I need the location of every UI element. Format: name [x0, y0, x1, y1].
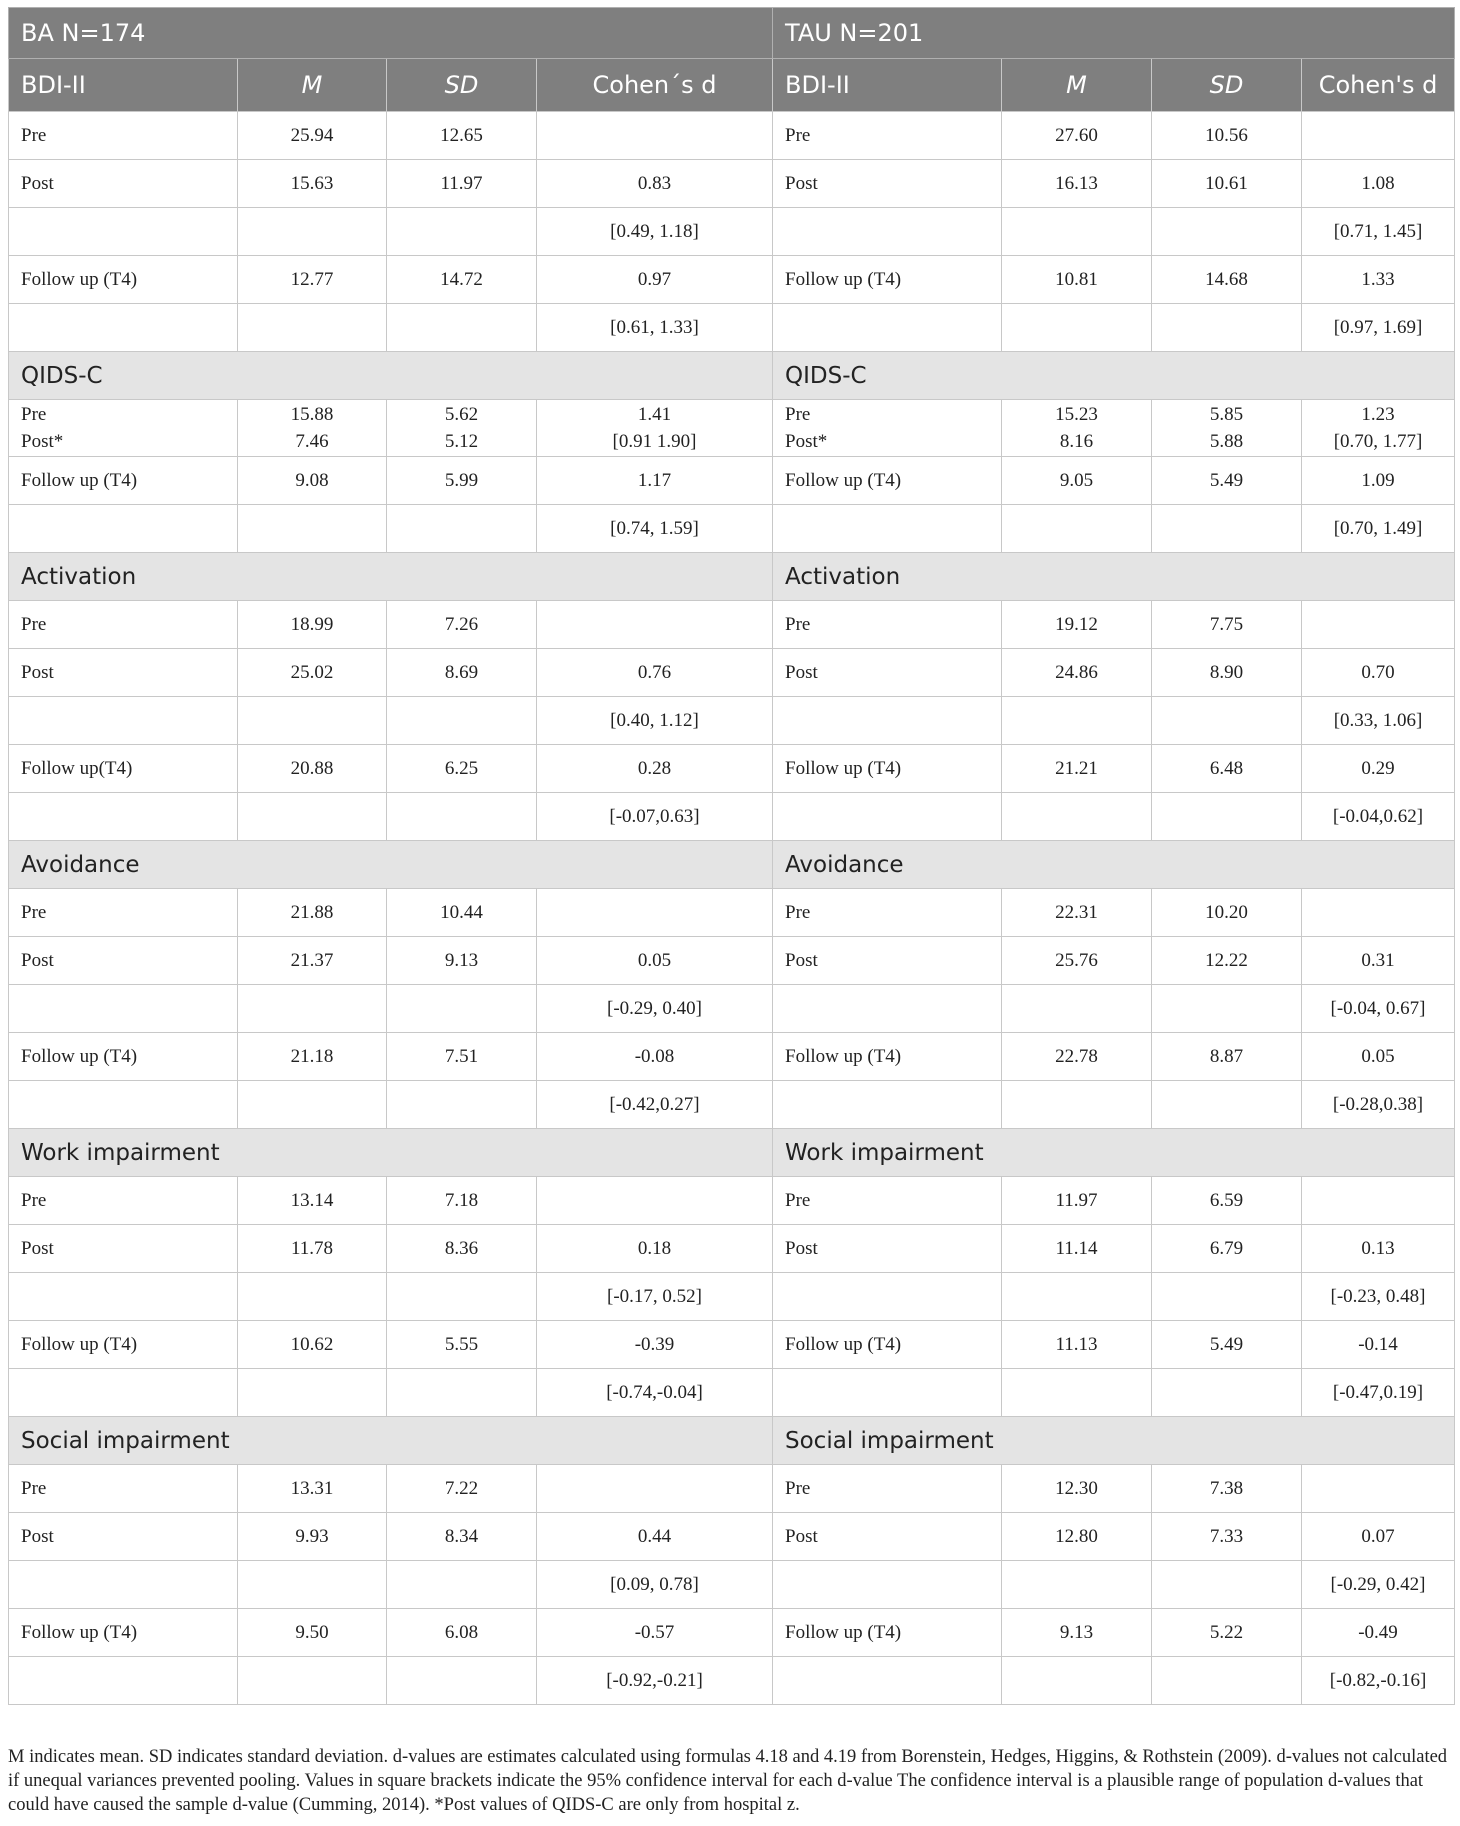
ba-label-cell: Follow up (T4) — [9, 1609, 238, 1657]
table-row — [9, 112, 1455, 160]
tau-sd-cell — [1152, 1657, 1302, 1705]
ba-mean-cell — [238, 1561, 387, 1609]
tau-sd-cell: 12.22 — [1152, 937, 1302, 985]
ba-mean-cell — [238, 793, 387, 841]
ba-label-cell: Follow up (T4) — [9, 1033, 238, 1081]
ba-cohens-d-cell: [0.40, 1.12] — [537, 697, 773, 745]
tau-sd-cell: 10.20 — [1152, 889, 1302, 937]
tau-mean-cell: 19.12 — [1002, 601, 1152, 649]
ba-sd-cell — [387, 1081, 537, 1129]
tau-label-cell: Post — [773, 649, 1002, 697]
tau-mean-cell — [1002, 697, 1152, 745]
tau-mean-cell — [1002, 505, 1152, 553]
tau-cohens-d-cell: [-0.29, 0.42] — [1302, 1561, 1455, 1609]
ba-label-cell: Pre — [9, 1465, 238, 1513]
tau-label-cell — [773, 1273, 1002, 1321]
ba-sd-cell: 11.97 — [387, 160, 537, 208]
tau-section-title: Activation — [773, 553, 1455, 601]
ba-label-cell — [9, 304, 238, 352]
section-header-row — [9, 352, 1455, 400]
ba-sd-cell: 14.72 — [387, 256, 537, 304]
ba-mean-cell: 21.37 — [238, 937, 387, 985]
ba-measure-header: BDI-II — [9, 59, 238, 112]
tau-cohens-d-line: [0.70, 1.77] — [1333, 431, 1423, 452]
tau-measure-header: BDI-II — [773, 59, 1002, 112]
tau-sd-line: 5.88 — [1209, 431, 1244, 452]
tau-mean-cell: 25.76 — [1002, 937, 1152, 985]
ba-label-cell: Follow up (T4) — [9, 256, 238, 304]
tau-cohens-d-cell: -0.14 — [1302, 1321, 1455, 1369]
ba-label-cell — [9, 1081, 238, 1129]
table-row — [9, 1657, 1455, 1705]
ba-mean-cell: 11.78 — [238, 1225, 387, 1273]
tau-sd-cell — [1152, 208, 1302, 256]
ba-cohens-d-line: 1.41 — [637, 404, 672, 425]
table-row — [9, 1465, 1455, 1513]
tau-cohens-d-header: Cohen's d — [1302, 59, 1455, 112]
tau-label-cell: Follow up (T4) — [773, 457, 1002, 505]
ba-label-cell — [9, 1369, 238, 1417]
ba-cohens-d-cell: 1.17 — [537, 457, 773, 505]
ba-cohens-d-cell: [-0.17, 0.52] — [537, 1273, 773, 1321]
tau-mean-cell — [1002, 1273, 1152, 1321]
ba-sd-cell: 7.26 — [387, 601, 537, 649]
ba-cohens-d-header: Cohen´s d — [537, 59, 773, 112]
tau-section-title: Social impairment — [773, 1417, 1455, 1465]
tau-sd-cell: 5.49 — [1152, 1321, 1302, 1369]
ba-label-cell — [9, 985, 238, 1033]
tau-sd-cell — [1152, 1561, 1302, 1609]
group-tau-header: TAU N=201 — [773, 8, 1455, 59]
ba-mean-cell: 18.99 — [238, 601, 387, 649]
table-row — [9, 208, 1455, 256]
ba-label-cell — [9, 1657, 238, 1705]
ba-sd-cell: 10.44 — [387, 889, 537, 937]
tau-sd-cell — [1152, 505, 1302, 553]
tau-mean-cell — [1002, 985, 1152, 1033]
tau-label-cell: Follow up (T4) — [773, 1321, 1002, 1369]
ba-mean-cell — [238, 1657, 387, 1705]
tau-cohens-d-cell: [0.97, 1.69] — [1302, 304, 1455, 352]
tau-sd-cell: 6.59 — [1152, 1177, 1302, 1225]
tau-mean-cell: 11.97 — [1002, 1177, 1152, 1225]
tau-mean-cell: 27.60 — [1002, 112, 1152, 160]
ba-mean-line: 15.88 — [290, 404, 334, 425]
tau-cohens-d-cell — [1302, 400, 1455, 457]
ba-cohens-d-cell — [537, 889, 773, 937]
tau-label-cell: Post — [773, 1513, 1002, 1561]
tau-sd-cell: 5.49 — [1152, 457, 1302, 505]
tau-label-cell: Follow up (T4) — [773, 745, 1002, 793]
tau-label-cell: Follow up (T4) — [773, 1033, 1002, 1081]
tau-cohens-d-cell: 1.33 — [1302, 256, 1455, 304]
tau-cohens-d-cell: 1.08 — [1302, 160, 1455, 208]
tau-sd-cell: 14.68 — [1152, 256, 1302, 304]
tau-mean-cell: 11.14 — [1002, 1225, 1152, 1273]
ba-sd-cell: 7.18 — [387, 1177, 537, 1225]
ba-cohens-d-cell: 0.83 — [537, 160, 773, 208]
ba-mean-cell: 13.14 — [238, 1177, 387, 1225]
tau-sd-cell — [1152, 1081, 1302, 1129]
tau-mean-cell — [1002, 1369, 1152, 1417]
tau-cohens-d-cell: 0.13 — [1302, 1225, 1455, 1273]
ba-cohens-d-cell: [-0.07,0.63] — [537, 793, 773, 841]
tau-sd-cell — [1152, 793, 1302, 841]
tau-label-cell — [773, 304, 1002, 352]
tau-mean-cell — [1002, 304, 1152, 352]
ba-mean-cell: 20.88 — [238, 745, 387, 793]
tau-mean-line: 8.16 — [1059, 431, 1094, 452]
tau-sd-cell: 8.87 — [1152, 1033, 1302, 1081]
tau-mean-cell — [1002, 1081, 1152, 1129]
ba-label-cell: Post — [9, 160, 238, 208]
table-row — [9, 1609, 1455, 1657]
tau-label-line: Pre — [785, 404, 811, 425]
ba-label-cell: Pre — [9, 112, 238, 160]
tau-cohens-d-cell: 1.09 — [1302, 457, 1455, 505]
table-row — [9, 1081, 1455, 1129]
tau-cohens-d-cell: [-0.23, 0.48] — [1302, 1273, 1455, 1321]
table-row — [9, 1369, 1455, 1417]
tau-mean-cell: 10.81 — [1002, 256, 1152, 304]
ba-mean-cell — [238, 208, 387, 256]
ba-sd-cell: 8.69 — [387, 649, 537, 697]
tau-label-cell — [773, 793, 1002, 841]
ba-mean-cell: 12.77 — [238, 256, 387, 304]
ba-section-title: Avoidance — [9, 841, 773, 889]
ba-cohens-d-cell — [537, 112, 773, 160]
ba-sd-cell — [387, 505, 537, 553]
tau-label-cell: Pre — [773, 1465, 1002, 1513]
ba-sd-line: 5.62 — [444, 404, 479, 425]
ba-cohens-d-cell: [0.61, 1.33] — [537, 304, 773, 352]
table-row — [9, 256, 1455, 304]
table-row — [9, 1561, 1455, 1609]
tau-cohens-d-cell: [-0.47,0.19] — [1302, 1369, 1455, 1417]
ba-label-cell: Follow up (T4) — [9, 457, 238, 505]
ba-sd-header: SD — [387, 59, 537, 112]
ba-mean-line: 7.46 — [295, 431, 329, 452]
ba-cohens-d-line: [0.91 1.90] — [612, 431, 697, 452]
tau-label-cell — [773, 1081, 1002, 1129]
ba-sd-cell — [387, 208, 537, 256]
tau-label-cell: Pre — [773, 112, 1002, 160]
ba-label-cell: Pre — [9, 601, 238, 649]
ba-label-cell — [9, 208, 238, 256]
ba-cohens-d-cell: 0.05 — [537, 937, 773, 985]
tau-cohens-d-cell: [-0.04, 0.67] — [1302, 985, 1455, 1033]
group-ba-header: BA N=174 — [9, 8, 773, 59]
tau-section-title: Avoidance — [773, 841, 1455, 889]
ba-sd-cell — [387, 697, 537, 745]
ba-mean-cell: 10.62 — [238, 1321, 387, 1369]
tau-mean-cell — [1002, 1561, 1152, 1609]
tau-sd-cell: 6.48 — [1152, 745, 1302, 793]
results-table — [8, 7, 1455, 1705]
tau-label-cell: Post — [773, 1225, 1002, 1273]
tau-mean-cell — [1002, 400, 1152, 457]
tau-label-cell — [773, 985, 1002, 1033]
ba-sd-cell — [387, 1273, 537, 1321]
tau-sd-cell: 10.56 — [1152, 112, 1302, 160]
table-row — [9, 985, 1455, 1033]
table-row — [9, 505, 1455, 553]
ba-sd-cell: 9.13 — [387, 937, 537, 985]
tau-cohens-d-cell: [0.71, 1.45] — [1302, 208, 1455, 256]
table-row — [9, 649, 1455, 697]
tau-section-title: Work impairment — [773, 1129, 1455, 1177]
tau-cohens-d-cell — [1302, 1465, 1455, 1513]
table-row — [9, 889, 1455, 937]
table-row — [9, 400, 1455, 457]
ba-label-line: Post* — [21, 431, 64, 452]
ba-label-cell: Pre — [9, 1177, 238, 1225]
ba-cohens-d-cell: -0.39 — [537, 1321, 773, 1369]
tau-label-cell: Pre — [773, 889, 1002, 937]
tau-cohens-d-cell — [1302, 601, 1455, 649]
ba-sd-cell — [387, 793, 537, 841]
ba-cohens-d-cell: [0.49, 1.18] — [537, 208, 773, 256]
ba-sd-cell — [387, 985, 537, 1033]
tau-section-title: QIDS-C — [773, 352, 1455, 400]
tau-sd-cell: 7.33 — [1152, 1513, 1302, 1561]
tau-sd-header: SD — [1152, 59, 1302, 112]
tau-label-cell — [773, 400, 1002, 457]
tau-cohens-d-cell: 0.31 — [1302, 937, 1455, 985]
ba-label-cell: Follow up(T4) — [9, 745, 238, 793]
ba-label-cell: Post — [9, 1513, 238, 1561]
ba-label-cell — [9, 1561, 238, 1609]
ba-sd-cell: 8.36 — [387, 1225, 537, 1273]
tau-label-cell: Pre — [773, 601, 1002, 649]
tau-mean-cell: 9.13 — [1002, 1609, 1152, 1657]
tau-sd-cell: 8.90 — [1152, 649, 1302, 697]
tau-sd-cell: 10.61 — [1152, 160, 1302, 208]
tau-sd-cell: 6.79 — [1152, 1225, 1302, 1273]
tau-cohens-d-line: 1.23 — [1361, 404, 1395, 425]
tau-cohens-d-cell: 0.70 — [1302, 649, 1455, 697]
ba-cohens-d-cell: -0.08 — [537, 1033, 773, 1081]
ba-mean-cell: 9.50 — [238, 1609, 387, 1657]
tau-mean-cell: 9.05 — [1002, 457, 1152, 505]
tau-label-cell: Post — [773, 160, 1002, 208]
table-row — [9, 1273, 1455, 1321]
ba-cohens-d-cell: [-0.74,-0.04] — [537, 1369, 773, 1417]
tau-label-cell — [773, 697, 1002, 745]
tau-mean-header: M — [1002, 59, 1152, 112]
table-row — [9, 1033, 1455, 1081]
ba-mean-cell: 21.88 — [238, 889, 387, 937]
ba-label-line: Pre — [21, 404, 47, 425]
table-row — [9, 304, 1455, 352]
tau-label-line: Post* — [785, 431, 828, 452]
ba-mean-cell: 21.18 — [238, 1033, 387, 1081]
results-table-container — [8, 7, 1454, 1705]
tau-cohens-d-cell: [-0.28,0.38] — [1302, 1081, 1455, 1129]
tau-cohens-d-cell — [1302, 1177, 1455, 1225]
tau-mean-cell: 21.21 — [1002, 745, 1152, 793]
tau-mean-cell: 22.78 — [1002, 1033, 1152, 1081]
tau-cohens-d-cell: [0.33, 1.06] — [1302, 697, 1455, 745]
column-header-row — [9, 59, 1455, 112]
ba-sd-cell — [387, 1369, 537, 1417]
ba-cohens-d-cell: [-0.29, 0.40] — [537, 985, 773, 1033]
tau-sd-cell — [1152, 304, 1302, 352]
tau-sd-cell — [1152, 697, 1302, 745]
ba-label-cell — [9, 793, 238, 841]
ba-sd-cell — [387, 400, 537, 457]
tau-label-cell: Pre — [773, 1177, 1002, 1225]
tau-sd-line: 5.85 — [1209, 404, 1244, 425]
table-row — [9, 793, 1455, 841]
ba-cohens-d-cell: 0.44 — [537, 1513, 773, 1561]
table-row — [9, 937, 1455, 985]
ba-sd-cell — [387, 1561, 537, 1609]
ba-sd-cell: 7.22 — [387, 1465, 537, 1513]
tau-label-cell — [773, 1369, 1002, 1417]
tau-mean-line: 15.23 — [1055, 404, 1098, 425]
ba-mean-cell — [238, 1369, 387, 1417]
ba-cohens-d-cell: 0.76 — [537, 649, 773, 697]
section-header-row — [9, 1417, 1455, 1465]
tau-cohens-d-cell: 0.29 — [1302, 745, 1455, 793]
ba-label-cell: Follow up (T4) — [9, 1321, 238, 1369]
ba-cohens-d-cell — [537, 400, 773, 457]
tau-cohens-d-cell — [1302, 112, 1455, 160]
ba-sd-cell: 12.65 — [387, 112, 537, 160]
ba-mean-cell — [238, 400, 387, 457]
table-row — [9, 1225, 1455, 1273]
table-row — [9, 601, 1455, 649]
ba-cohens-d-cell: [0.74, 1.59] — [537, 505, 773, 553]
tau-label-cell: Follow up (T4) — [773, 256, 1002, 304]
ba-label-cell — [9, 400, 238, 457]
tau-mean-cell — [1002, 793, 1152, 841]
ba-cohens-d-cell: 0.97 — [537, 256, 773, 304]
tau-mean-cell: 12.80 — [1002, 1513, 1152, 1561]
ba-section-title: Work impairment — [9, 1129, 773, 1177]
tau-cohens-d-cell: -0.49 — [1302, 1609, 1455, 1657]
tau-sd-cell: 7.38 — [1152, 1465, 1302, 1513]
table-row — [9, 1321, 1455, 1369]
ba-sd-line: 5.12 — [444, 431, 479, 452]
table-row — [9, 745, 1455, 793]
tau-mean-cell — [1002, 1657, 1152, 1705]
ba-label-cell: Post — [9, 649, 238, 697]
section-header-row — [9, 841, 1455, 889]
ba-mean-cell: 25.02 — [238, 649, 387, 697]
ba-mean-cell: 13.31 — [238, 1465, 387, 1513]
tau-sd-cell — [1152, 1273, 1302, 1321]
tau-mean-cell: 12.30 — [1002, 1465, 1152, 1513]
tau-mean-cell: 24.86 — [1002, 649, 1152, 697]
tau-cohens-d-cell — [1302, 889, 1455, 937]
tau-sd-cell: 5.22 — [1152, 1609, 1302, 1657]
ba-mean-cell — [238, 1273, 387, 1321]
ba-label-cell: Pre — [9, 889, 238, 937]
table-row — [9, 1177, 1455, 1225]
ba-mean-cell: 9.93 — [238, 1513, 387, 1561]
ba-sd-cell: 8.34 — [387, 1513, 537, 1561]
group-header-row — [9, 8, 1455, 59]
ba-mean-cell: 25.94 — [238, 112, 387, 160]
ba-section-title: Social impairment — [9, 1417, 773, 1465]
table-row — [9, 697, 1455, 745]
ba-mean-cell — [238, 985, 387, 1033]
tau-label-cell — [773, 505, 1002, 553]
ba-cohens-d-cell — [537, 1465, 773, 1513]
ba-cohens-d-cell: [-0.92,-0.21] — [537, 1657, 773, 1705]
table-row — [9, 457, 1455, 505]
ba-cohens-d-cell: [-0.42,0.27] — [537, 1081, 773, 1129]
ba-cohens-d-cell: 0.28 — [537, 745, 773, 793]
tau-mean-cell — [1002, 208, 1152, 256]
ba-label-cell: Post — [9, 1225, 238, 1273]
tau-mean-cell: 11.13 — [1002, 1321, 1152, 1369]
tau-label-cell: Follow up (T4) — [773, 1609, 1002, 1657]
ba-cohens-d-cell — [537, 1177, 773, 1225]
ba-cohens-d-cell: -0.57 — [537, 1609, 773, 1657]
ba-sd-cell: 6.25 — [387, 745, 537, 793]
tau-label-cell — [773, 208, 1002, 256]
ba-mean-cell: 9.08 — [238, 457, 387, 505]
tau-cohens-d-cell: [-0.04,0.62] — [1302, 793, 1455, 841]
section-header-row — [9, 553, 1455, 601]
ba-label-cell — [9, 697, 238, 745]
ba-mean-cell — [238, 505, 387, 553]
tau-label-cell: Post — [773, 937, 1002, 985]
ba-sd-cell — [387, 1657, 537, 1705]
ba-cohens-d-cell: [0.09, 0.78] — [537, 1561, 773, 1609]
section-header-row — [9, 1129, 1455, 1177]
tau-sd-cell — [1152, 985, 1302, 1033]
ba-mean-cell: 15.63 — [238, 160, 387, 208]
ba-label-cell — [9, 1273, 238, 1321]
ba-label-cell — [9, 505, 238, 553]
ba-sd-cell: 5.99 — [387, 457, 537, 505]
tau-mean-cell: 16.13 — [1002, 160, 1152, 208]
tau-label-cell — [773, 1657, 1002, 1705]
ba-cohens-d-cell — [537, 601, 773, 649]
ba-label-cell: Post — [9, 937, 238, 985]
tau-label-cell — [773, 1561, 1002, 1609]
ba-mean-cell — [238, 304, 387, 352]
table-footnote: M indicates mean. SD indicates standard deviation. d-values are estimates calculated using formulas 4.18 and 4.19 from Borenstein, Hedges, Higgins, & Rothstein (2009). d-values not calculated if unequal variances prevented pooling. Values in square brackets indicate the 95% confidence interval for each d-value The confidence interval is a plausible range of population d-values that could have caused the sample d-value (Cumming, 2014). *Post values of QIDS-C are only from hospital z. — [8, 1747, 1448, 1815]
ba-section-title: QIDS-C — [9, 352, 773, 400]
ba-mean-header: M — [238, 59, 387, 112]
ba-sd-cell: 6.08 — [387, 1609, 537, 1657]
tau-sd-cell — [1152, 1369, 1302, 1417]
tau-cohens-d-cell: [0.70, 1.49] — [1302, 505, 1455, 553]
tau-cohens-d-cell: 0.07 — [1302, 1513, 1455, 1561]
ba-sd-cell: 5.55 — [387, 1321, 537, 1369]
tau-cohens-d-cell: [-0.82,-0.16] — [1302, 1657, 1455, 1705]
ba-sd-cell — [387, 304, 537, 352]
tau-mean-cell: 22.31 — [1002, 889, 1152, 937]
ba-section-title: Activation — [9, 553, 773, 601]
ba-mean-cell — [238, 697, 387, 745]
tau-sd-cell — [1152, 400, 1302, 457]
tau-sd-cell: 7.75 — [1152, 601, 1302, 649]
tau-cohens-d-cell: 0.05 — [1302, 1033, 1455, 1081]
ba-sd-cell: 7.51 — [387, 1033, 537, 1081]
ba-cohens-d-cell: 0.18 — [537, 1225, 773, 1273]
table-row — [9, 1513, 1455, 1561]
ba-mean-cell — [238, 1081, 387, 1129]
table-row — [9, 160, 1455, 208]
